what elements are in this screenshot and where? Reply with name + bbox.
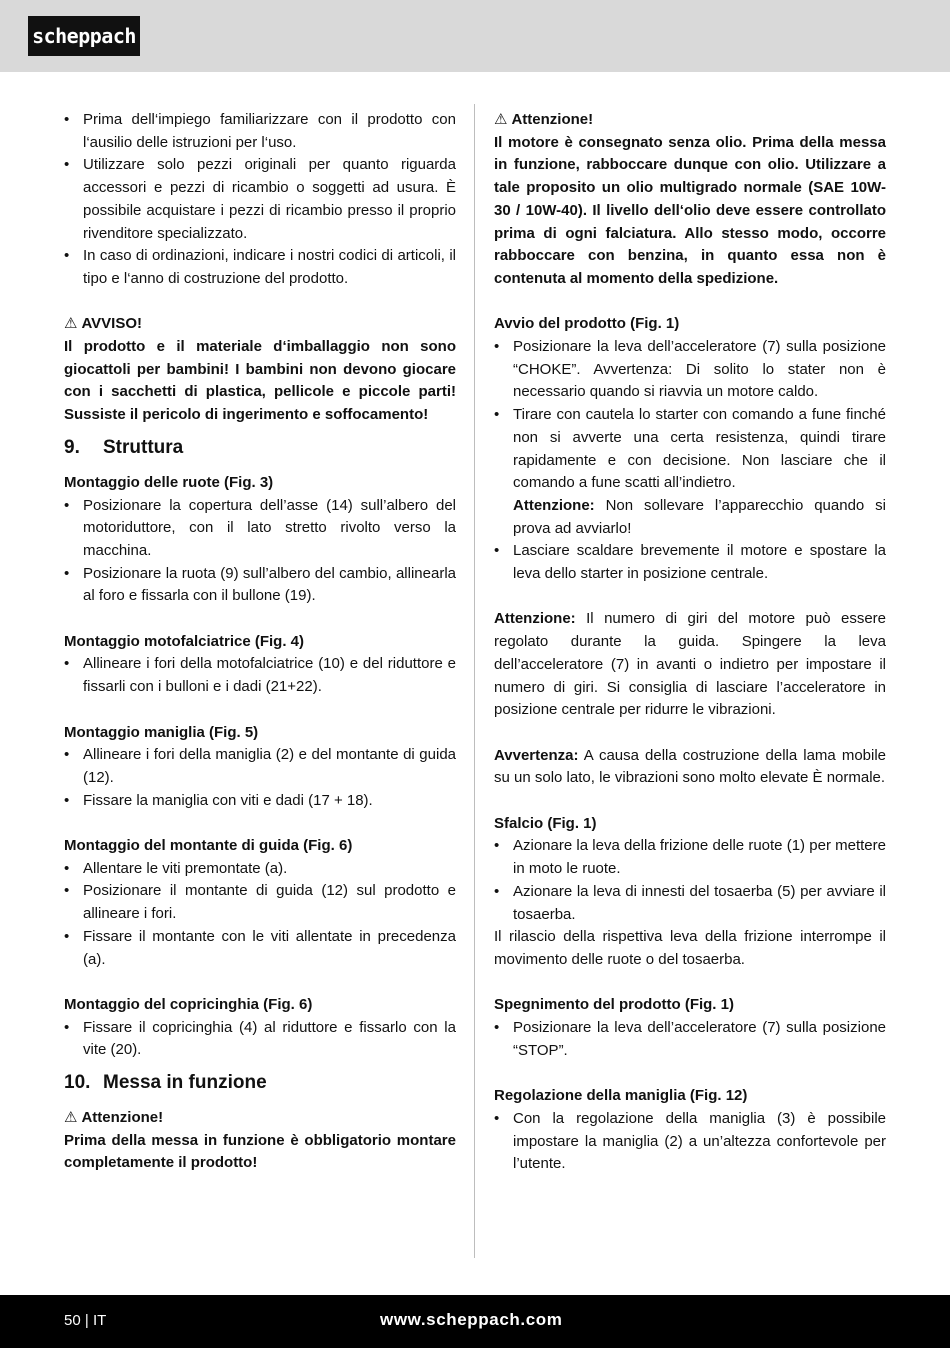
header-bar [0, 0, 950, 72]
warning-text: Prima della messa in funzione è obbligatorio montare completamente il prodotto! [64, 1131, 456, 1172]
oil-warning-text: Il motore è consegnato senza olio. Prima della messa in funzione, rabboccare dunque con olio. Utilizzare a tale proposito un olio multigrado normale (SAE 10W-30 / 10W-40). Il livello dell‘olio deve essere controllato prima di ogni falciatura. Allo stesso modo, occorre rabboccare con benzina, in quanto essa non è contenuta al momento della spedizione. [494, 133, 886, 287]
warning-triangle-icon: ⚠ [64, 315, 78, 333]
list-item: • Lasciare scaldare brevemente il motore e spostare la leva dello starter in posizione centrale. [494, 540, 886, 585]
mowing-note: Il rilascio della rispettiva leva della frizione interrompe il movimento delle ruote o del tosaerba. [494, 928, 886, 968]
section-number: 9. [64, 436, 80, 458]
shutdown-heading: Spegnimento del prodotto (Fig. 1) [494, 996, 734, 1014]
list-item [494, 404, 886, 540]
handle-heading: Montaggio maniglia (Fig. 5) [64, 723, 259, 741]
section-title-text: Messa in funzione [103, 1072, 267, 1094]
warning-title: Attenzione! [81, 1109, 164, 1127]
mowing-list [494, 835, 886, 926]
list-item: • Azionare la leva della frizione delle ruote (1) per mettere in moto le ruote. [494, 835, 886, 880]
belt-cover-list [64, 1017, 456, 1062]
handle-adjust-heading: Regolazione della maniglia (Fig. 12) [494, 1087, 748, 1105]
list-item: • Azionare la leva di innesti del tosaerba (5) per avviare il tosaerba. [494, 881, 886, 926]
list-item: • Allineare i fori della motofalciatrice (10) e del riduttore e fissarli con i bulloni e i dadi (21+22). [64, 653, 456, 698]
warning-triangle-icon: ⚠ [494, 111, 508, 128]
notice-heading [64, 313, 456, 336]
list-item: • Posizionare la leva dell’acceleratore (7) sulla posizione “STOP”. [494, 1017, 886, 1062]
list-item: • Allineare i fori della maniglia (2) e del montante di guida (12). [64, 744, 456, 789]
list-item: • Con la regolazione della maniglia (3) è possibile impostare la maniglia (2) a un’altezza confortevole per l’utente. [494, 1108, 886, 1176]
page-number: 50 [64, 1312, 81, 1329]
speed-note [494, 608, 886, 722]
mowing-heading: Sfalcio (Fig. 1) [494, 814, 597, 832]
list-item: • Posizionare la ruota (9) sull’albero del cambio, allinearla al foro e fissarla con il bullone (19). [64, 563, 456, 608]
start-heading: Avvio del prodotto (Fig. 1) [494, 315, 680, 333]
list-item: • Fissare il montante con le viti allentate in precedenza (a). [64, 926, 456, 971]
note-label: Avvertenza: [494, 746, 579, 764]
vibration-note [494, 745, 886, 790]
note-text: Il numero di giri del motore può essere regolato durante la guida. Spingere la leva dell’acceleratore (7) in avanti o indietro per impostare il numero di giri. Si consiglia di lasciare l’acceleratore in posizione centrale per ridurre le vibrazioni. [494, 610, 886, 719]
left-column [64, 109, 456, 1175]
page-separator: | [84, 1312, 89, 1329]
note-text: Non sollevare l’apparecchio quando si prova ad avviarlo! [513, 496, 886, 537]
intro-list [64, 109, 456, 291]
upright-heading: Montaggio del montante di guida (Fig. 6) [64, 837, 353, 855]
list-item: • In caso di ordinazioni, indicare i nostri codici di articoli, il tipo e l‘anno di costruzione del prodotto. [64, 245, 456, 290]
list-item: • Fissare il copricinghia (4) al riduttore e fissarlo con la vite (20). [64, 1017, 456, 1062]
website-link[interactable]: www.scheppach.com [380, 1310, 563, 1329]
warning-heading [64, 1107, 456, 1130]
note-label: Attenzione: [494, 610, 576, 628]
note-label: Attenzione: [513, 496, 595, 514]
page-indicator [64, 1310, 106, 1332]
list-item: • Posizionare il montante di guida (12) sul prodotto e allineare i fori. [64, 880, 456, 925]
start-list [494, 336, 886, 586]
shutdown-list [494, 1017, 886, 1062]
oil-warning-heading [494, 109, 886, 132]
right-column [494, 109, 886, 1176]
belt-cover-heading: Montaggio del copricinghia (Fig. 6) [64, 995, 313, 1013]
section-9-title [64, 435, 456, 461]
mower-heading: Montaggio motofalciatrice (Fig. 4) [64, 632, 305, 650]
list-item: • Allentare le viti premontate (a). [64, 858, 456, 881]
notice-text: Il prodotto e il materiale d‘imballaggio non sono giocattoli per bambini! I bambini non devono giocare con i sacchetti di plastica, pellicole e piccole parti! Sussiste il pericolo di ingerimento e soffocamento! [64, 338, 456, 424]
note-text: A causa della costruzione della lama mobile su un solo lato, le vibrazioni sono molto elevate È normale. [494, 746, 887, 787]
notice-title: AVVISO! [81, 315, 143, 333]
warning-triangle-icon: ⚠ [64, 1109, 78, 1127]
section-title-text: Struttura [103, 436, 184, 458]
oil-warning-title: Attenzione! [511, 111, 594, 128]
list-item: • Prima dell‘impiego familiarizzare con il prodotto con l‘ausilio delle istruzioni per l‘uso. [64, 109, 456, 154]
column-divider [474, 104, 475, 1258]
list-item: • Posizionare la leva dell’acceleratore (7) sulla posizione “CHOKE”. Avvertenza: Di solito lo stater non è necessario quando si riavvia un motore caldo. [494, 336, 886, 404]
wheels-heading: Montaggio delle ruote (Fig. 3) [64, 473, 274, 491]
list-item: • Fissare la maniglia con viti e dadi (17 + 18). [64, 790, 456, 813]
handle-adjust-list [494, 1108, 886, 1176]
list-item-text: Tirare con cautela lo starter con comando a fune finché non si avverte una certa resistenza, quindi tirare rapidamente e con decisione. Non lasciare che il comando a fune scatti all’indietro. [513, 406, 886, 492]
language-code: IT [92, 1312, 107, 1329]
section-10-title [64, 1070, 456, 1096]
footer-bar [0, 1295, 950, 1348]
section-number: 10. [64, 1072, 91, 1094]
list-item: • Posizionare la copertura dell’asse (14) sull’albero del motoriduttore, con il lato stretto rivolto verso la macchina. [64, 495, 456, 563]
handle-list [64, 744, 456, 812]
wheels-list [64, 495, 456, 609]
list-item: • Utilizzare solo pezzi originali per quanto riguarda accessori e pezzi di ricambio o soggetti ad usura. È possibile acquistare i pezzi di ricambio presso il proprio rivenditore specializzato. [64, 154, 456, 245]
mower-list [64, 653, 456, 698]
upright-list [64, 858, 456, 972]
brand-logo: scheppach [28, 16, 140, 56]
